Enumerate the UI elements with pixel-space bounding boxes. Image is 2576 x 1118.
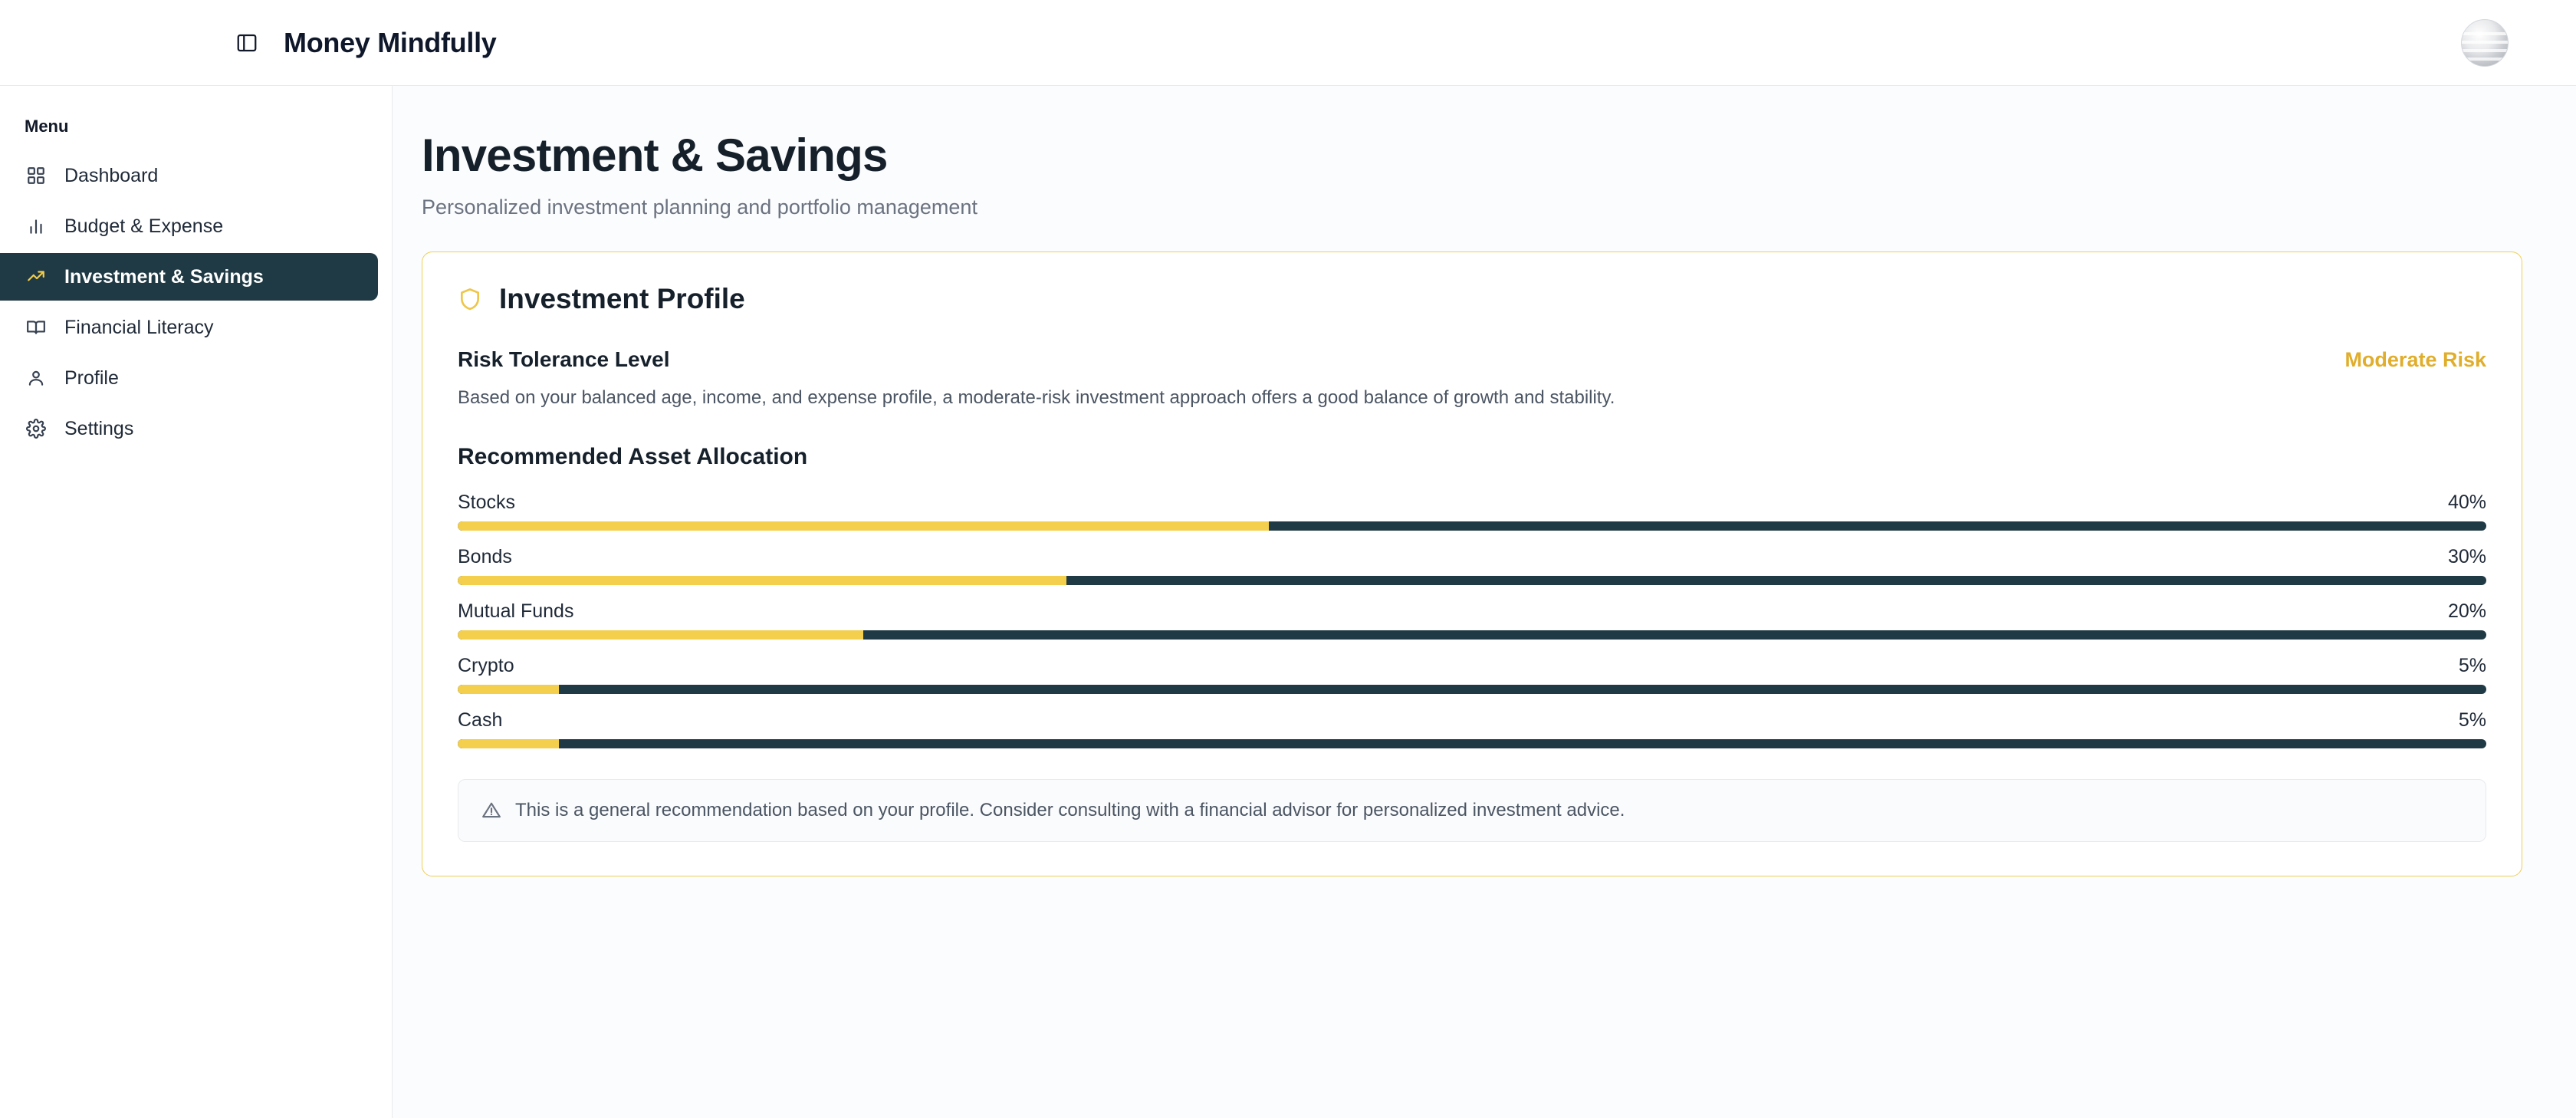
allocation-percent: 30% <box>2447 546 2486 567</box>
risk-badge: Moderate Risk <box>2344 348 2486 371</box>
sidebar-item-profile[interactable] <box>0 354 378 402</box>
allocation-bar-fill <box>458 685 559 694</box>
sidebar-menu-label: Menu <box>25 117 69 136</box>
sidebar-item-label: Profile <box>64 367 119 389</box>
allocation-bar-fill <box>458 739 559 748</box>
warning-triangle-icon <box>481 801 501 820</box>
sidebar <box>0 86 393 1118</box>
page-body <box>0 86 2576 1118</box>
allocation-bar-fill <box>458 521 1269 531</box>
allocation-name: Cash <box>458 709 503 731</box>
allocation-bar-fill <box>458 630 863 640</box>
allocation-name: Mutual Funds <box>458 600 574 622</box>
sidebar-item-dashboard[interactable] <box>0 152 378 199</box>
allocation-bar-track <box>458 576 2486 585</box>
investment-profile-card <box>422 252 2522 876</box>
allocation-percent: 40% <box>2447 492 2486 513</box>
user-icon <box>25 367 48 390</box>
allocation-bar-fill <box>458 576 1066 585</box>
risk-tolerance-title: Risk Tolerance Level <box>458 347 670 371</box>
risk-tolerance-row <box>458 347 2486 372</box>
card-title: Investment Profile <box>499 283 745 314</box>
grid-icon <box>25 164 48 187</box>
allocation-bar-track <box>458 739 2486 748</box>
sidebar-item-budget-expense[interactable] <box>0 202 378 250</box>
card-header <box>458 283 2486 315</box>
sidebar-item-label: Dashboard <box>64 164 159 186</box>
main-content <box>393 86 2576 1118</box>
book-open-icon <box>25 316 48 339</box>
sidebar-item-settings[interactable] <box>0 405 378 452</box>
allocation-list <box>458 492 2486 748</box>
top-bar <box>0 0 2576 86</box>
sidebar-item-label: Settings <box>64 417 134 439</box>
disclaimer-text: This is a general recommendation based on your profile. Consider consulting with a financial advisor for personalized investment advice. <box>515 800 1625 820</box>
risk-description: Based on your balanced age, income, and expense profile, a moderate-risk investment approach offers a good balance of growth and stability. <box>458 387 1615 408</box>
allocation-percent: 20% <box>2447 600 2486 622</box>
sidebar-item-label: Financial Literacy <box>64 316 214 338</box>
allocation-name: Bonds <box>458 546 512 567</box>
allocation-row <box>458 655 2486 694</box>
sidebar-item-label: Budget & Expense <box>64 215 224 237</box>
allocation-row <box>458 546 2486 585</box>
gear-icon <box>25 417 48 440</box>
sidebar-item-investment-savings[interactable] <box>0 253 378 301</box>
allocation-title: Recommended Asset Allocation <box>458 444 808 469</box>
disclaimer-note <box>458 779 2486 842</box>
bar-chart-icon <box>25 215 48 238</box>
shield-icon <box>458 287 482 311</box>
allocation-row <box>458 709 2486 748</box>
avatar[interactable] <box>2461 19 2509 67</box>
sidebar-item-label: Investment & Savings <box>64 265 264 288</box>
allocation-row <box>458 492 2486 531</box>
app-title: Money Mindfully <box>284 26 497 58</box>
page-subtitle: Personalized investment planning and portfolio management <box>422 196 978 219</box>
allocation-name: Crypto <box>458 655 514 676</box>
allocation-name: Stocks <box>458 492 516 513</box>
allocation-percent: 5% <box>2458 655 2486 676</box>
page-title: Investment & Savings <box>422 130 888 181</box>
allocation-bar-track <box>458 630 2486 640</box>
trending-up-icon <box>25 265 48 288</box>
allocation-percent: 5% <box>2458 709 2486 731</box>
sidebar-toggle-icon[interactable] <box>230 26 264 60</box>
sidebar-item-financial-literacy[interactable] <box>0 304 378 351</box>
allocation-bar-track <box>458 521 2486 531</box>
allocation-bar-track <box>458 685 2486 694</box>
allocation-row <box>458 600 2486 640</box>
